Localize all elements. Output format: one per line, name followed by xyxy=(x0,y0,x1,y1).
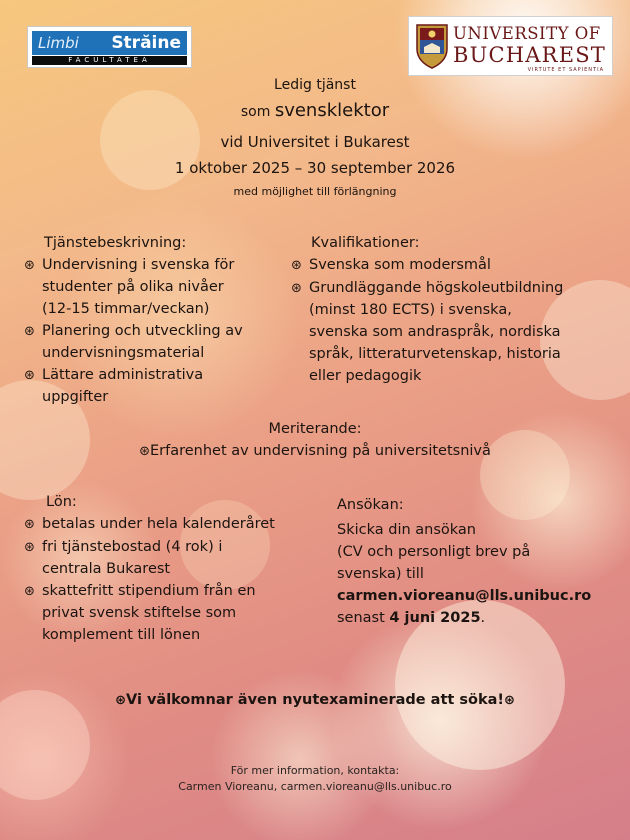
header-line2-prefix: som xyxy=(240,104,275,120)
welcome-text: Vi välkomnar även nyutexaminerade att söka! xyxy=(125,692,505,708)
header-note: med möjlighet till förlängning xyxy=(233,185,397,198)
university-logo-line2: BUCHAREST xyxy=(453,43,607,67)
university-crest-icon xyxy=(415,23,449,69)
application-text: Skicka din ansökan (CV och personligt brev på svenska) till xyxy=(337,522,531,582)
bullet-icon: ⊛ xyxy=(115,693,126,708)
header-dates: 1 oktober 2025 – 30 september 2026 xyxy=(174,159,456,177)
faculty-logo-name: Străine xyxy=(111,33,181,53)
application-deadline xyxy=(337,607,622,629)
bullet-icon: ⊛ xyxy=(24,517,35,532)
salary-item: skattefritt stipendium från en privat svensk stiftelse som komplement till lönen xyxy=(42,583,256,643)
welcome-line xyxy=(0,692,630,708)
salary-heading-colon: : xyxy=(71,494,77,510)
list-item xyxy=(24,364,304,408)
faculty-logo-script: Limbi xyxy=(38,34,79,52)
qualification-item: Svenska som modersmål xyxy=(309,257,491,273)
description-item: Lättare administrativa uppgifter xyxy=(42,367,204,405)
merits-item-text: Erfarenhet av undervisning på universitetsnivå xyxy=(150,443,491,459)
footer-line2: Carmen Vioreanu, carmen.vioreanu@lls.unibuc.ro xyxy=(178,780,452,793)
application-heading: Ansökan: xyxy=(337,497,404,513)
university-logo-motto: VIRTUTE ET SAPIENTIA xyxy=(527,67,604,73)
bullet-icon: ⊛ xyxy=(139,444,150,459)
salary-section xyxy=(24,494,324,646)
faculty-logo-sub: FACULTATEA xyxy=(32,56,187,65)
deadline-date: 4 juni 2025 xyxy=(389,610,481,626)
description-list xyxy=(24,254,304,408)
university-logo xyxy=(408,16,613,76)
list-item xyxy=(24,513,324,536)
qualification-item: Grundläggande högskoleutbildning (minst 180 ECTS) i svenska, svenska som andraspråk, nordiska språk, litteraturvetenskap, historia eller pedagogik xyxy=(309,280,564,384)
salary-item: betalas under hela kalenderåret xyxy=(42,516,275,532)
qualifications-list xyxy=(291,254,621,387)
bullet-icon: ⊛ xyxy=(24,540,35,555)
qualifications-section xyxy=(291,235,621,387)
salary-heading xyxy=(24,494,324,510)
university-logo-line1: UNIVERSITY OF xyxy=(453,24,601,43)
list-item xyxy=(24,320,304,364)
faculty-logo-bar xyxy=(32,31,187,55)
application-section xyxy=(337,494,622,629)
qualifications-heading: Kvalifikationer: xyxy=(311,235,420,251)
salary-list xyxy=(24,513,324,646)
footer-line1: För mer information, kontakta: xyxy=(230,764,400,777)
merits-item xyxy=(0,443,630,459)
list-item xyxy=(24,580,324,646)
merits-heading-text: Meriterande xyxy=(268,421,357,437)
list-item xyxy=(24,254,304,320)
description-heading: Tjänstebeskrivning: xyxy=(44,235,187,251)
header-line3: vid Universitet i Bukarest xyxy=(220,133,410,151)
header-line1: Ledig tjänst xyxy=(274,77,356,93)
bullet-icon: ⊛ xyxy=(24,324,35,339)
deadline-prefix: senast xyxy=(337,610,390,626)
merits-heading-colon: : xyxy=(356,421,362,437)
application-email[interactable]: carmen.vioreanu@lls.unibuc.ro xyxy=(337,588,592,604)
list-item xyxy=(291,277,621,387)
list-item xyxy=(291,254,621,277)
bullet-icon: ⊛ xyxy=(291,281,302,296)
salary-heading-text: Lön xyxy=(46,494,72,510)
list-item xyxy=(24,536,324,580)
description-item: Planering och utveckling av undervisningsmaterial xyxy=(42,323,243,361)
description-section xyxy=(24,235,304,408)
bullet-icon: ⊛ xyxy=(24,368,35,383)
description-item: Undervisning i svenska för studenter på olika nivåer (12-15 timmar/veckan) xyxy=(42,257,235,317)
page-title: svensklektor xyxy=(274,100,390,121)
bullet-icon: ⊛ xyxy=(24,258,35,273)
faculty-logo xyxy=(27,26,192,68)
salary-item: fri tjänstebostad (4 rok) i centrala Bukarest xyxy=(42,539,223,577)
header-line2 xyxy=(0,100,630,121)
merits-heading xyxy=(0,421,630,437)
bullet-icon: ⊛ xyxy=(291,258,302,273)
bullet-icon: ⊛ xyxy=(504,693,515,708)
deadline-suffix: . xyxy=(480,610,486,626)
bullet-icon: ⊛ xyxy=(24,584,35,599)
